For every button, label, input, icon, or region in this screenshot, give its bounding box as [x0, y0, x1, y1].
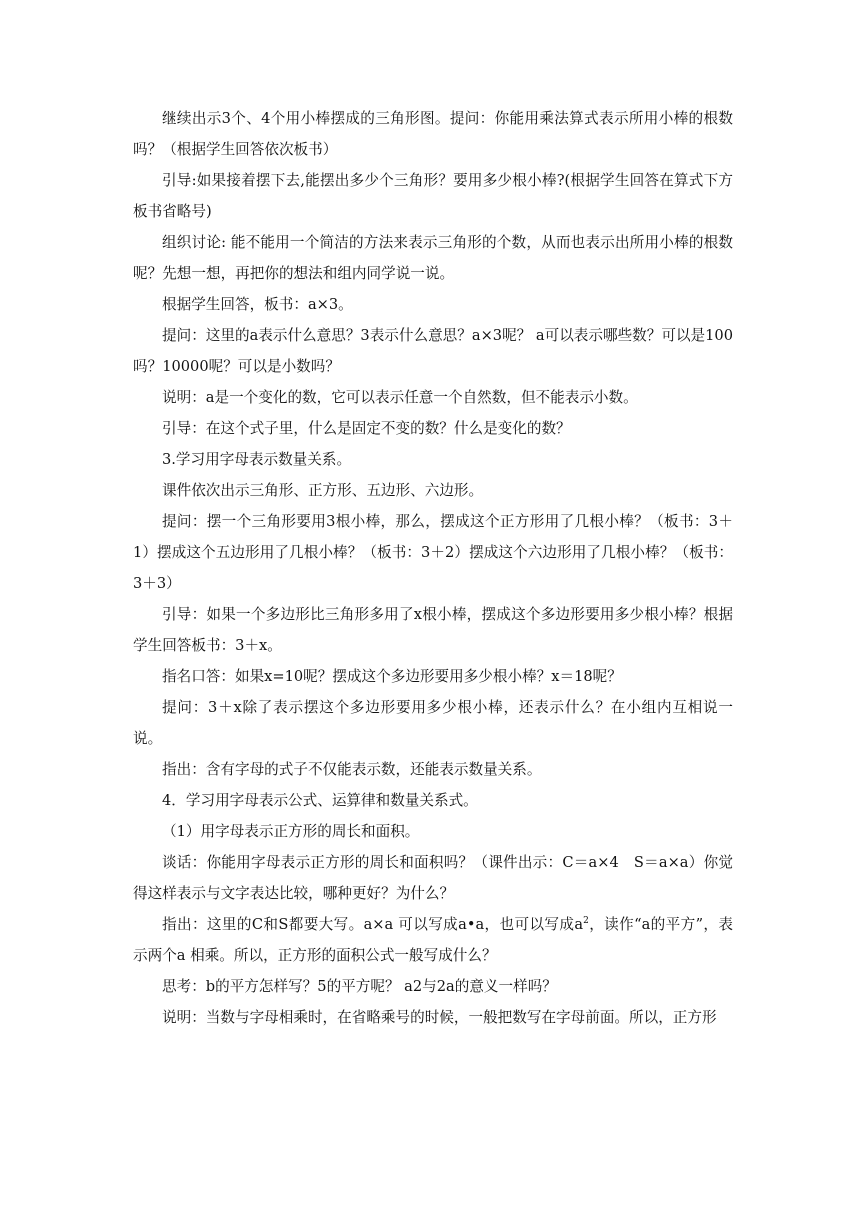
- paragraph-18-text-b: ，读作“a的平方”，表示两个a 相乘。所以，正方形的面积公式一般写成什么？: [133, 916, 733, 964]
- paragraph-18: [133, 909, 733, 971]
- paragraph-13: 提问：3＋x除了表示摆这个多边形要用多少根小棒，还表示什么？在小组内互相说一说。: [133, 699, 733, 747]
- paragraph-18-text-a: 指出：这里的C和S都要大写。a×a 可以写成a•a，也可以写成a: [162, 916, 584, 933]
- paragraph-12: 指名口答：如果x=10呢？摆成这个多边形要用多少根小棒？x＝18呢？: [162, 668, 622, 685]
- paragraph-6: 说明：a是一个变化的数，它可以表示任意一个自然数，但不能表示小数。: [162, 389, 638, 406]
- paragraph-4: 根据学生回答，板书：a×3。: [162, 296, 353, 313]
- paragraph-17: 谈话：你能用字母表示正方形的周长和面积吗？（课件出示：C＝a×4 S＝a×a）你觉得这样表示与文字表达比较，哪种更好？为什么？: [133, 854, 733, 902]
- paragraph-2: 引导:如果接着摆下去,能摆出多少个三角形？要用多少根小棒?(根据学生回答在算式下方板书省略号): [133, 172, 733, 220]
- paragraph-5: 提问：这里的a表示什么意思？3表示什么意思？a×3呢？ a可以表示哪些数？可以是100吗？10000呢？可以是小数吗？: [133, 327, 733, 375]
- paragraph-10: 提问：摆一个三角形要用3根小棒，那么，摆成这个正方形用了几根小棒？（板书：3＋1）摆成这个五边形用了几根小棒？（板书：3＋2）摆成这个六边形用了几根小棒？（板书：3＋3）: [133, 513, 733, 592]
- paragraph-1: 继续出示3个、4个用小棒摆成的三角形图。提问：你能用乘法算式表示所用小棒的根数吗？（根据学生回答依次板书）: [133, 110, 733, 158]
- paragraph-19: 思考：b的平方怎样写？5的平方呢？ a2与2a的意义一样吗？: [162, 978, 557, 995]
- paragraph-3: 组织讨论: 能不能用一个简洁的方法来表示三角形的个数，从而也表示出所用小棒的根数呢？先想一想，再把你的想法和组内同学说一说。: [133, 234, 733, 282]
- paragraph-7: 引导：在这个式子里，什么是固定不变的数？什么是变化的数？: [162, 420, 571, 437]
- document-body: [133, 103, 733, 1033]
- superscript-two: 2: [583, 916, 589, 927]
- section-heading-3: 3.学习用字母表示数量关系。: [162, 451, 352, 468]
- paragraph-9: 课件依次出示三角形、正方形、五边形、六边形。: [162, 482, 484, 499]
- paragraph-14: 指出：含有字母的式子不仅能表示数，还能表示数量关系。: [162, 761, 542, 778]
- paragraph-20: 说明：当数与字母相乘时，在省略乘号的时候，一般把数写在字母前面。所以，正方形: [162, 1009, 717, 1026]
- subsection-heading-1: （1）用字母表示正方形的周长和面积。: [162, 823, 420, 840]
- paragraph-11: 引导：如果一个多边形比三角形多用了x根小棒，摆成这个多边形要用多少根小棒？根据学生回答板书：3＋x。: [133, 606, 733, 654]
- section-heading-4: 4．学习用字母表示公式、运算律和数量关系式。: [162, 792, 478, 809]
